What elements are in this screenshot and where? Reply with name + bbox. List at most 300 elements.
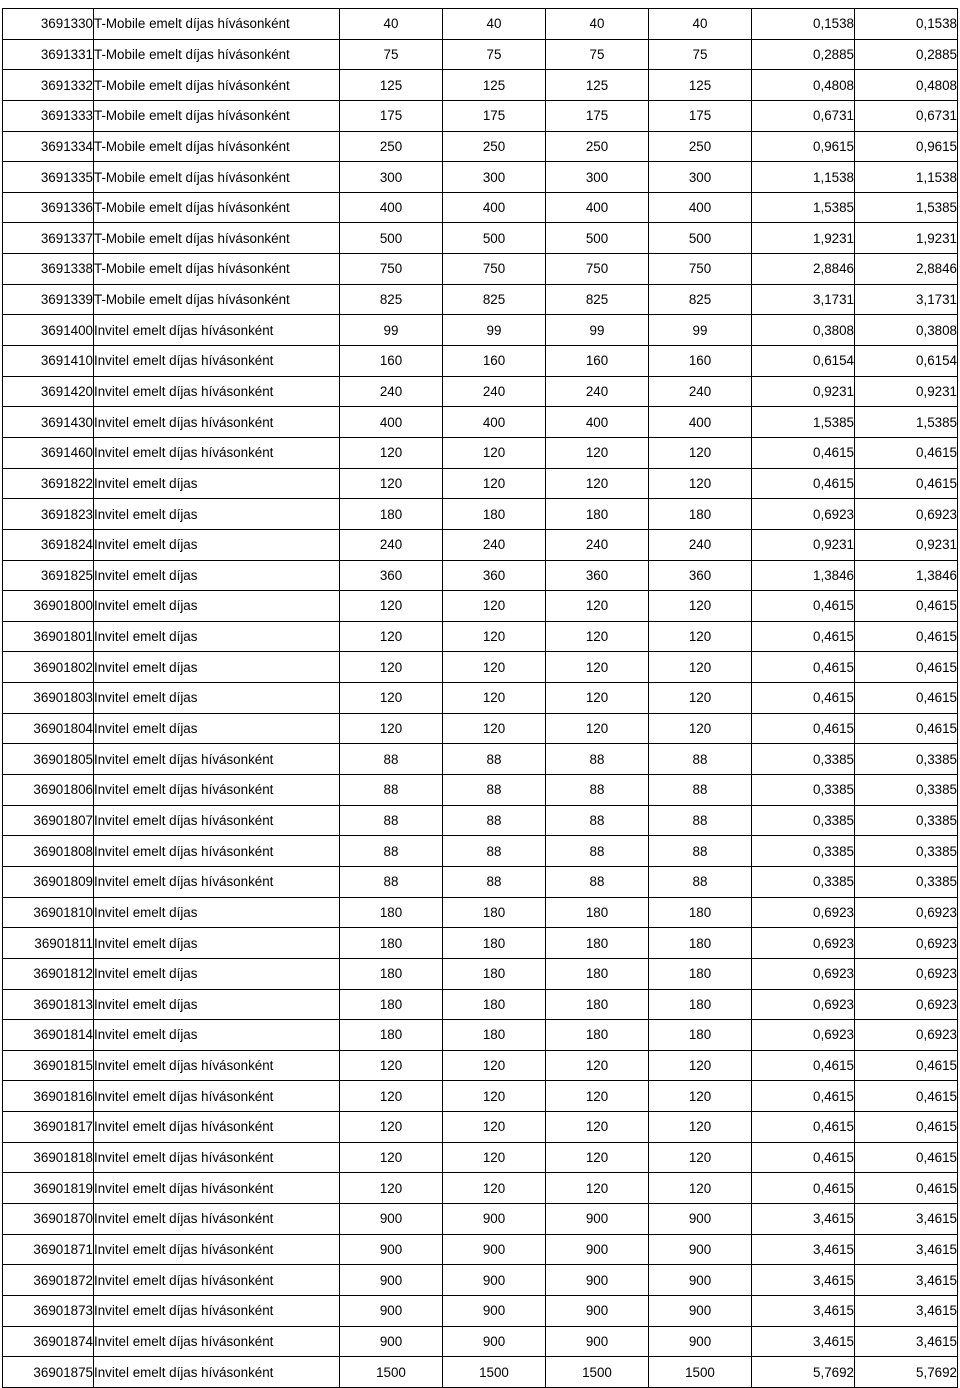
value-cell-3: 750 bbox=[546, 254, 649, 285]
value-cell-3: 180 bbox=[546, 499, 649, 530]
code-cell: 3691333 bbox=[3, 100, 94, 131]
value-cell-1: 88 bbox=[340, 805, 443, 836]
rate-cell-1: 3,4615 bbox=[752, 1326, 855, 1357]
rate-cell-2: 5,7692 bbox=[855, 1357, 958, 1388]
value-cell-3: 400 bbox=[546, 407, 649, 438]
value-cell-3: 825 bbox=[546, 284, 649, 315]
value-cell-2: 120 bbox=[443, 1050, 546, 1081]
value-cell-4: 88 bbox=[649, 836, 752, 867]
value-cell-2: 160 bbox=[443, 346, 546, 377]
rate-cell-1: 3,4615 bbox=[752, 1234, 855, 1265]
code-cell: 36901819 bbox=[3, 1173, 94, 1204]
table-row bbox=[3, 131, 958, 162]
rate-cell-1: 3,4615 bbox=[752, 1265, 855, 1296]
value-cell-2: 120 bbox=[443, 621, 546, 652]
table-row bbox=[3, 1050, 958, 1081]
description-cell: Invitel emelt díjas hívásonként bbox=[94, 315, 340, 346]
value-cell-1: 240 bbox=[340, 376, 443, 407]
description-cell: T-Mobile emelt díjas hívásonként bbox=[94, 284, 340, 315]
value-cell-2: 250 bbox=[443, 131, 546, 162]
value-cell-1: 120 bbox=[340, 1112, 443, 1143]
value-cell-3: 900 bbox=[546, 1295, 649, 1326]
value-cell-3: 88 bbox=[546, 866, 649, 897]
value-cell-2: 360 bbox=[443, 560, 546, 591]
rate-cell-2: 0,4615 bbox=[855, 1173, 958, 1204]
table-row bbox=[3, 192, 958, 223]
value-cell-2: 180 bbox=[443, 1020, 546, 1051]
table-row bbox=[3, 468, 958, 499]
value-cell-3: 120 bbox=[546, 683, 649, 714]
rate-cell-1: 3,1731 bbox=[752, 284, 855, 315]
value-cell-2: 120 bbox=[443, 437, 546, 468]
rate-cell-1: 0,1538 bbox=[752, 9, 855, 40]
value-cell-4: 120 bbox=[649, 591, 752, 622]
value-cell-4: 900 bbox=[649, 1203, 752, 1234]
value-cell-3: 120 bbox=[546, 468, 649, 499]
value-cell-2: 120 bbox=[443, 591, 546, 622]
code-cell: 36901875 bbox=[3, 1357, 94, 1388]
value-cell-4: 120 bbox=[649, 621, 752, 652]
code-cell: 3691410 bbox=[3, 346, 94, 377]
description-cell: Invitel emelt díjas hívásonként bbox=[94, 437, 340, 468]
value-cell-4: 900 bbox=[649, 1265, 752, 1296]
table-row bbox=[3, 775, 958, 806]
description-cell: Invitel emelt díjas bbox=[94, 529, 340, 560]
rate-cell-2: 0,6923 bbox=[855, 897, 958, 928]
value-cell-4: 120 bbox=[649, 437, 752, 468]
value-cell-3: 120 bbox=[546, 1081, 649, 1112]
description-cell: Invitel emelt díjas bbox=[94, 958, 340, 989]
value-cell-3: 250 bbox=[546, 131, 649, 162]
value-cell-2: 88 bbox=[443, 836, 546, 867]
value-cell-2: 180 bbox=[443, 989, 546, 1020]
rate-cell-1: 1,3846 bbox=[752, 560, 855, 591]
value-cell-3: 120 bbox=[546, 1173, 649, 1204]
value-cell-4: 180 bbox=[649, 897, 752, 928]
code-cell: 36901873 bbox=[3, 1295, 94, 1326]
description-cell: Invitel emelt díjas hívásonként bbox=[94, 836, 340, 867]
code-cell: 3691338 bbox=[3, 254, 94, 285]
value-cell-4: 900 bbox=[649, 1295, 752, 1326]
code-cell: 3691330 bbox=[3, 9, 94, 40]
code-cell: 36901806 bbox=[3, 775, 94, 806]
description-cell: Invitel emelt díjas hívásonként bbox=[94, 1142, 340, 1173]
table-row bbox=[3, 223, 958, 254]
rate-cell-1: 0,6923 bbox=[752, 1020, 855, 1051]
value-cell-3: 180 bbox=[546, 989, 649, 1020]
value-cell-3: 1500 bbox=[546, 1357, 649, 1388]
rate-cell-1: 0,6923 bbox=[752, 989, 855, 1020]
rate-cell-2: 0,3808 bbox=[855, 315, 958, 346]
value-cell-3: 360 bbox=[546, 560, 649, 591]
value-cell-3: 240 bbox=[546, 529, 649, 560]
rate-cell-1: 0,6731 bbox=[752, 100, 855, 131]
table-row bbox=[3, 958, 958, 989]
description-cell: Invitel emelt díjas hívásonként bbox=[94, 805, 340, 836]
code-cell: 36901801 bbox=[3, 621, 94, 652]
description-cell: T-Mobile emelt díjas hívásonként bbox=[94, 223, 340, 254]
value-cell-2: 175 bbox=[443, 100, 546, 131]
code-cell: 36901807 bbox=[3, 805, 94, 836]
table-row bbox=[3, 1295, 958, 1326]
description-cell: Invitel emelt díjas hívásonként bbox=[94, 744, 340, 775]
code-cell: 36901870 bbox=[3, 1203, 94, 1234]
code-cell: 3691334 bbox=[3, 131, 94, 162]
rate-cell-2: 1,5385 bbox=[855, 407, 958, 438]
rate-cell-2: 3,4615 bbox=[855, 1295, 958, 1326]
description-cell: Invitel emelt díjas hívásonként bbox=[94, 1295, 340, 1326]
description-cell: Invitel emelt díjas hívásonként bbox=[94, 1081, 340, 1112]
value-cell-4: 40 bbox=[649, 9, 752, 40]
rate-cell-1: 5,7692 bbox=[752, 1357, 855, 1388]
value-cell-3: 120 bbox=[546, 591, 649, 622]
rate-cell-2: 0,4615 bbox=[855, 652, 958, 683]
value-cell-1: 75 bbox=[340, 39, 443, 70]
description-cell: T-Mobile emelt díjas hívásonként bbox=[94, 162, 340, 193]
description-cell: Invitel emelt díjas hívásonként bbox=[94, 1357, 340, 1388]
table-row bbox=[3, 1234, 958, 1265]
rate-cell-2: 0,4615 bbox=[855, 1142, 958, 1173]
rate-cell-2: 0,4615 bbox=[855, 1050, 958, 1081]
description-cell: Invitel emelt díjas bbox=[94, 989, 340, 1020]
value-cell-4: 1500 bbox=[649, 1357, 752, 1388]
rate-cell-2: 3,1731 bbox=[855, 284, 958, 315]
table-row bbox=[3, 529, 958, 560]
code-cell: 3691337 bbox=[3, 223, 94, 254]
code-cell: 3691339 bbox=[3, 284, 94, 315]
rate-cell-2: 1,1538 bbox=[855, 162, 958, 193]
description-cell: Invitel emelt díjas hívásonként bbox=[94, 376, 340, 407]
rate-cell-1: 0,4615 bbox=[752, 468, 855, 499]
value-cell-3: 300 bbox=[546, 162, 649, 193]
value-cell-4: 120 bbox=[649, 468, 752, 499]
code-cell: 3691823 bbox=[3, 499, 94, 530]
value-cell-4: 900 bbox=[649, 1326, 752, 1357]
description-cell: Invitel emelt díjas hívásonként bbox=[94, 407, 340, 438]
value-cell-1: 160 bbox=[340, 346, 443, 377]
value-cell-3: 88 bbox=[546, 805, 649, 836]
code-cell: 36901808 bbox=[3, 836, 94, 867]
value-cell-4: 88 bbox=[649, 744, 752, 775]
value-cell-2: 400 bbox=[443, 407, 546, 438]
value-cell-4: 180 bbox=[649, 499, 752, 530]
description-cell: Invitel emelt díjas bbox=[94, 591, 340, 622]
rate-cell-1: 2,8846 bbox=[752, 254, 855, 285]
table-row bbox=[3, 1020, 958, 1051]
description-cell: Invitel emelt díjas bbox=[94, 928, 340, 959]
code-cell: 3691825 bbox=[3, 560, 94, 591]
code-cell: 36901871 bbox=[3, 1234, 94, 1265]
table-row bbox=[3, 100, 958, 131]
rate-cell-2: 0,4808 bbox=[855, 70, 958, 101]
code-cell: 3691400 bbox=[3, 315, 94, 346]
table-row bbox=[3, 805, 958, 836]
code-cell: 3691331 bbox=[3, 39, 94, 70]
table-row bbox=[3, 866, 958, 897]
rate-cell-2: 0,9231 bbox=[855, 529, 958, 560]
value-cell-4: 120 bbox=[649, 1173, 752, 1204]
rate-cell-1: 0,4615 bbox=[752, 1081, 855, 1112]
value-cell-4: 180 bbox=[649, 928, 752, 959]
value-cell-1: 120 bbox=[340, 468, 443, 499]
description-cell: T-Mobile emelt díjas hívásonként bbox=[94, 70, 340, 101]
rate-cell-2: 0,6923 bbox=[855, 499, 958, 530]
value-cell-4: 240 bbox=[649, 529, 752, 560]
value-cell-1: 900 bbox=[340, 1234, 443, 1265]
rates-table-body bbox=[3, 9, 958, 1388]
value-cell-2: 40 bbox=[443, 9, 546, 40]
code-cell: 36901812 bbox=[3, 958, 94, 989]
table-row bbox=[3, 1357, 958, 1388]
table-row bbox=[3, 284, 958, 315]
rate-cell-2: 0,4615 bbox=[855, 1112, 958, 1143]
rate-cell-2: 0,4615 bbox=[855, 437, 958, 468]
value-cell-1: 120 bbox=[340, 621, 443, 652]
rate-cell-1: 0,4615 bbox=[752, 1112, 855, 1143]
rate-cell-1: 0,6923 bbox=[752, 928, 855, 959]
rate-cell-2: 2,8846 bbox=[855, 254, 958, 285]
value-cell-3: 160 bbox=[546, 346, 649, 377]
value-cell-1: 175 bbox=[340, 100, 443, 131]
rate-cell-1: 0,4615 bbox=[752, 591, 855, 622]
value-cell-4: 88 bbox=[649, 866, 752, 897]
value-cell-4: 180 bbox=[649, 989, 752, 1020]
value-cell-1: 1500 bbox=[340, 1357, 443, 1388]
rate-cell-2: 0,3385 bbox=[855, 805, 958, 836]
value-cell-1: 825 bbox=[340, 284, 443, 315]
table-row bbox=[3, 1265, 958, 1296]
value-cell-1: 900 bbox=[340, 1326, 443, 1357]
code-cell: 36901817 bbox=[3, 1112, 94, 1143]
value-cell-1: 120 bbox=[340, 683, 443, 714]
value-cell-1: 240 bbox=[340, 529, 443, 560]
description-cell: Invitel emelt díjas bbox=[94, 560, 340, 591]
value-cell-3: 120 bbox=[546, 713, 649, 744]
table-row bbox=[3, 499, 958, 530]
description-cell: Invitel emelt díjas bbox=[94, 713, 340, 744]
rate-cell-1: 0,4615 bbox=[752, 1142, 855, 1173]
code-cell: 36901813 bbox=[3, 989, 94, 1020]
description-cell: Invitel emelt díjas hívásonként bbox=[94, 1203, 340, 1234]
value-cell-1: 120 bbox=[340, 591, 443, 622]
code-cell: 36901810 bbox=[3, 897, 94, 928]
value-cell-3: 120 bbox=[546, 1112, 649, 1143]
code-cell: 3691824 bbox=[3, 529, 94, 560]
rate-cell-2: 0,3385 bbox=[855, 866, 958, 897]
description-cell: Invitel emelt díjas hívásonként bbox=[94, 346, 340, 377]
code-cell: 36901811 bbox=[3, 928, 94, 959]
code-cell: 36901800 bbox=[3, 591, 94, 622]
code-cell: 3691460 bbox=[3, 437, 94, 468]
value-cell-2: 88 bbox=[443, 775, 546, 806]
value-cell-4: 120 bbox=[649, 683, 752, 714]
value-cell-3: 125 bbox=[546, 70, 649, 101]
rate-cell-1: 0,4615 bbox=[752, 621, 855, 652]
rate-cell-1: 0,6923 bbox=[752, 897, 855, 928]
value-cell-2: 180 bbox=[443, 499, 546, 530]
description-cell: Invitel emelt díjas bbox=[94, 652, 340, 683]
description-cell: Invitel emelt díjas hívásonként bbox=[94, 1112, 340, 1143]
rate-cell-2: 0,4615 bbox=[855, 713, 958, 744]
rate-cell-1: 1,1538 bbox=[752, 162, 855, 193]
code-cell: 36901805 bbox=[3, 744, 94, 775]
value-cell-4: 120 bbox=[649, 1112, 752, 1143]
rate-cell-2: 0,4615 bbox=[855, 1081, 958, 1112]
value-cell-4: 120 bbox=[649, 652, 752, 683]
rate-cell-1: 0,3808 bbox=[752, 315, 855, 346]
value-cell-2: 900 bbox=[443, 1295, 546, 1326]
value-cell-3: 900 bbox=[546, 1326, 649, 1357]
description-cell: Invitel emelt díjas bbox=[94, 897, 340, 928]
rate-cell-2: 1,3846 bbox=[855, 560, 958, 591]
value-cell-1: 88 bbox=[340, 775, 443, 806]
value-cell-3: 99 bbox=[546, 315, 649, 346]
value-cell-1: 120 bbox=[340, 1081, 443, 1112]
rate-cell-1: 0,6154 bbox=[752, 346, 855, 377]
rate-cell-2: 0,4615 bbox=[855, 591, 958, 622]
rate-cell-1: 0,4808 bbox=[752, 70, 855, 101]
value-cell-2: 120 bbox=[443, 468, 546, 499]
value-cell-1: 180 bbox=[340, 928, 443, 959]
table-row bbox=[3, 1081, 958, 1112]
rate-cell-1: 0,3385 bbox=[752, 775, 855, 806]
value-cell-4: 120 bbox=[649, 1142, 752, 1173]
value-cell-1: 120 bbox=[340, 713, 443, 744]
description-cell: T-Mobile emelt díjas hívásonként bbox=[94, 131, 340, 162]
value-cell-3: 40 bbox=[546, 9, 649, 40]
value-cell-2: 88 bbox=[443, 805, 546, 836]
value-cell-3: 900 bbox=[546, 1265, 649, 1296]
value-cell-4: 120 bbox=[649, 713, 752, 744]
rate-cell-1: 1,9231 bbox=[752, 223, 855, 254]
rate-cell-2: 0,4615 bbox=[855, 468, 958, 499]
value-cell-2: 88 bbox=[443, 744, 546, 775]
value-cell-2: 240 bbox=[443, 529, 546, 560]
rate-cell-2: 0,6923 bbox=[855, 989, 958, 1020]
value-cell-2: 180 bbox=[443, 897, 546, 928]
code-cell: 36901804 bbox=[3, 713, 94, 744]
value-cell-4: 160 bbox=[649, 346, 752, 377]
value-cell-2: 120 bbox=[443, 1112, 546, 1143]
rate-cell-1: 0,4615 bbox=[752, 713, 855, 744]
rate-cell-1: 0,6923 bbox=[752, 499, 855, 530]
code-cell: 3691822 bbox=[3, 468, 94, 499]
value-cell-4: 125 bbox=[649, 70, 752, 101]
rate-cell-2: 0,1538 bbox=[855, 9, 958, 40]
table-row bbox=[3, 346, 958, 377]
value-cell-4: 75 bbox=[649, 39, 752, 70]
rate-cell-2: 0,6731 bbox=[855, 100, 958, 131]
code-cell: 3691430 bbox=[3, 407, 94, 438]
value-cell-2: 120 bbox=[443, 683, 546, 714]
rate-cell-2: 0,6154 bbox=[855, 346, 958, 377]
rate-cell-1: 0,4615 bbox=[752, 683, 855, 714]
rate-cell-2: 3,4615 bbox=[855, 1203, 958, 1234]
table-row bbox=[3, 652, 958, 683]
value-cell-4: 88 bbox=[649, 775, 752, 806]
rate-cell-1: 3,4615 bbox=[752, 1295, 855, 1326]
value-cell-1: 180 bbox=[340, 499, 443, 530]
value-cell-4: 250 bbox=[649, 131, 752, 162]
description-cell: Invitel emelt díjas hívásonként bbox=[94, 1050, 340, 1081]
table-row bbox=[3, 713, 958, 744]
value-cell-2: 120 bbox=[443, 1173, 546, 1204]
value-cell-1: 125 bbox=[340, 70, 443, 101]
value-cell-4: 300 bbox=[649, 162, 752, 193]
table-row bbox=[3, 897, 958, 928]
value-cell-1: 750 bbox=[340, 254, 443, 285]
rate-cell-1: 0,4615 bbox=[752, 1050, 855, 1081]
value-cell-2: 120 bbox=[443, 1081, 546, 1112]
code-cell: 36901872 bbox=[3, 1265, 94, 1296]
value-cell-2: 125 bbox=[443, 70, 546, 101]
description-cell: T-Mobile emelt díjas hívásonként bbox=[94, 100, 340, 131]
description-cell: T-Mobile emelt díjas hívásonként bbox=[94, 9, 340, 40]
description-cell: Invitel emelt díjas bbox=[94, 499, 340, 530]
value-cell-3: 180 bbox=[546, 1020, 649, 1051]
table-row bbox=[3, 9, 958, 40]
value-cell-4: 500 bbox=[649, 223, 752, 254]
value-cell-1: 500 bbox=[340, 223, 443, 254]
rate-cell-2: 0,4615 bbox=[855, 621, 958, 652]
value-cell-3: 900 bbox=[546, 1234, 649, 1265]
rate-cell-1: 0,9615 bbox=[752, 131, 855, 162]
table-row bbox=[3, 1173, 958, 1204]
description-cell: Invitel emelt díjas hívásonként bbox=[94, 866, 340, 897]
description-cell: T-Mobile emelt díjas hívásonként bbox=[94, 254, 340, 285]
rate-cell-1: 0,4615 bbox=[752, 1173, 855, 1204]
value-cell-1: 360 bbox=[340, 560, 443, 591]
table-row bbox=[3, 989, 958, 1020]
code-cell: 3691335 bbox=[3, 162, 94, 193]
value-cell-3: 240 bbox=[546, 376, 649, 407]
value-cell-1: 40 bbox=[340, 9, 443, 40]
rate-cell-2: 0,3385 bbox=[855, 744, 958, 775]
rate-cell-1: 0,3385 bbox=[752, 836, 855, 867]
description-cell: Invitel emelt díjas bbox=[94, 621, 340, 652]
value-cell-2: 750 bbox=[443, 254, 546, 285]
code-cell: 3691420 bbox=[3, 376, 94, 407]
table-row bbox=[3, 1203, 958, 1234]
value-cell-1: 400 bbox=[340, 192, 443, 223]
value-cell-1: 88 bbox=[340, 744, 443, 775]
value-cell-3: 400 bbox=[546, 192, 649, 223]
table-row bbox=[3, 254, 958, 285]
table-row bbox=[3, 39, 958, 70]
code-cell: 36901816 bbox=[3, 1081, 94, 1112]
value-cell-4: 750 bbox=[649, 254, 752, 285]
rate-cell-2: 0,6923 bbox=[855, 958, 958, 989]
rate-cell-1: 1,5385 bbox=[752, 192, 855, 223]
value-cell-4: 120 bbox=[649, 1081, 752, 1112]
rate-cell-1: 0,4615 bbox=[752, 437, 855, 468]
value-cell-2: 75 bbox=[443, 39, 546, 70]
value-cell-1: 180 bbox=[340, 989, 443, 1020]
rate-cell-2: 0,6923 bbox=[855, 928, 958, 959]
table-row bbox=[3, 683, 958, 714]
value-cell-1: 120 bbox=[340, 1173, 443, 1204]
value-cell-2: 88 bbox=[443, 866, 546, 897]
description-cell: Invitel emelt díjas hívásonként bbox=[94, 1265, 340, 1296]
value-cell-3: 88 bbox=[546, 775, 649, 806]
description-cell: Invitel emelt díjas bbox=[94, 468, 340, 499]
description-cell: T-Mobile emelt díjas hívásonként bbox=[94, 39, 340, 70]
value-cell-2: 120 bbox=[443, 713, 546, 744]
value-cell-3: 180 bbox=[546, 897, 649, 928]
value-cell-2: 900 bbox=[443, 1265, 546, 1296]
rate-cell-1: 3,4615 bbox=[752, 1203, 855, 1234]
rate-cell-2: 1,9231 bbox=[855, 223, 958, 254]
